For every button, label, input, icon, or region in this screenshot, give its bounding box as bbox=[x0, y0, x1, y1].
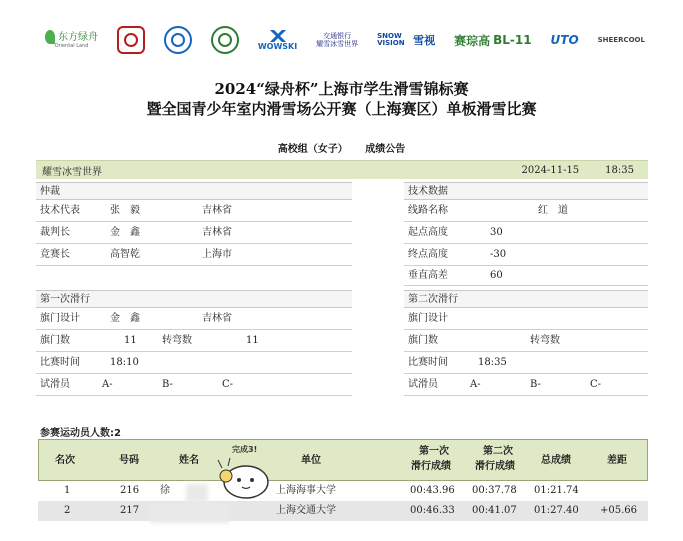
saizonggao-logo bbox=[454, 32, 532, 49]
start-time-value: 18:35 bbox=[478, 357, 507, 368]
tech-row bbox=[404, 244, 648, 266]
jury-role: 技术代表 bbox=[40, 205, 80, 216]
mountain-icon bbox=[261, 30, 295, 42]
forerunner-label: 试滑员 bbox=[408, 379, 438, 390]
snowvision-text: SNOW VISION bbox=[377, 32, 405, 47]
gates-value: 11 bbox=[124, 335, 137, 346]
venue-date: 2024-11-15 bbox=[521, 164, 580, 176]
run1-gate-setter-row bbox=[36, 308, 352, 330]
forerunner-c: C- bbox=[590, 379, 602, 390]
forerunner-b: B- bbox=[162, 379, 173, 390]
forerunner-label: 试滑员 bbox=[40, 379, 70, 390]
dongfang-lvzhou-logo bbox=[45, 30, 98, 50]
cell-total: 01:27.40 bbox=[534, 505, 579, 516]
saizonggao-model: BL-11 bbox=[493, 33, 532, 47]
run2-forerunner-row bbox=[404, 374, 648, 396]
col-rank: 名次 bbox=[55, 455, 75, 466]
gate-setter-name: 金 鑫 bbox=[110, 313, 140, 324]
privacy-blur bbox=[150, 503, 230, 523]
saizonggao-text: 赛琮高 bbox=[454, 33, 491, 48]
turns-label: 转弯数 bbox=[530, 335, 560, 346]
gates-label: 旗门数 bbox=[408, 335, 438, 346]
uto-text: UTO bbox=[550, 33, 579, 47]
tech-row bbox=[404, 266, 648, 286]
turns-value: 11 bbox=[246, 335, 259, 346]
start-time-label: 比赛时间 bbox=[408, 357, 448, 368]
run2-gate-setter-row bbox=[404, 308, 648, 330]
cell-name: 徐 bbox=[160, 485, 170, 496]
tech-label: 终点高度 bbox=[408, 249, 448, 260]
run1-forerunner-row bbox=[36, 374, 352, 396]
jury-role: 竞赛长 bbox=[40, 249, 70, 260]
wowski-logo bbox=[258, 30, 297, 51]
jury-name: 张 毅 bbox=[110, 205, 140, 216]
table-row bbox=[38, 481, 648, 501]
turns-label: 转弯数 bbox=[162, 335, 192, 346]
tech-value: -30 bbox=[490, 249, 507, 260]
tech-value: 60 bbox=[490, 270, 503, 281]
jury-row bbox=[36, 244, 352, 266]
forerunner-b: B- bbox=[530, 379, 541, 390]
jury-row bbox=[36, 222, 352, 244]
forerunner-a: A- bbox=[102, 379, 113, 390]
forerunner-a: A- bbox=[470, 379, 481, 390]
jury-role: 裁判长 bbox=[40, 227, 70, 238]
privacy-blur bbox=[186, 484, 208, 502]
sheercool-logo bbox=[598, 36, 645, 44]
cell-unit: 上海交通大学 bbox=[276, 505, 336, 516]
table-row bbox=[38, 501, 648, 521]
tech-value: 红 道 bbox=[538, 205, 568, 216]
venue-name: 耀雪冰雪世界 bbox=[42, 166, 102, 178]
tech-row bbox=[404, 222, 648, 244]
cell-rank: 2 bbox=[64, 505, 71, 516]
col-run1-line2: 滑行成绩 bbox=[411, 461, 451, 472]
sponsor-logos bbox=[45, 22, 645, 58]
sports-bureau-badge-icon bbox=[211, 26, 239, 54]
cell-bib: 216 bbox=[120, 485, 140, 496]
col-run1-line1: 第一次 bbox=[419, 446, 449, 457]
tech-label: 垂直高差 bbox=[408, 270, 448, 281]
jury-name: 金 鑫 bbox=[110, 227, 140, 238]
jury-name: 高智乾 bbox=[110, 249, 140, 260]
col-diff: 差距 bbox=[607, 455, 627, 466]
jury-heading: 仲裁 bbox=[36, 182, 352, 200]
forerunner-c: C- bbox=[222, 379, 234, 390]
run2-heading: 第二次滑行 bbox=[404, 290, 648, 308]
athletes-count: 参赛运动员人数:2 bbox=[40, 428, 121, 439]
cell-run1: 00:46.33 bbox=[410, 505, 455, 516]
ski-association-badge-icon bbox=[164, 26, 192, 54]
col-total: 总成绩 bbox=[541, 455, 571, 466]
tech-label: 起点高度 bbox=[408, 227, 448, 238]
cell-rank: 1 bbox=[64, 485, 71, 496]
run1-start-row bbox=[36, 352, 352, 374]
cell-run2: 00:41.07 bbox=[472, 505, 517, 516]
jury-row bbox=[36, 200, 352, 222]
dfls-name: 东方绿舟 bbox=[58, 32, 98, 44]
col-unit: 单位 bbox=[301, 455, 321, 466]
jury-region: 吉林省 bbox=[202, 227, 232, 238]
tech-data-section bbox=[404, 182, 648, 286]
tech-row bbox=[404, 200, 648, 222]
gate-setter-label: 旗门设计 bbox=[408, 313, 448, 324]
start-time-value: 18:10 bbox=[110, 357, 139, 368]
event-title-line1: 2024“绿舟杯”上海市学生滑雪锦标赛 bbox=[214, 80, 469, 98]
dfls-subtitle: Oriental Land bbox=[54, 43, 89, 50]
col-bib: 号码 bbox=[119, 455, 139, 466]
cell-run2: 00:37.78 bbox=[472, 485, 517, 496]
uto-logo bbox=[551, 33, 579, 47]
venue-time: 18:35 bbox=[605, 164, 634, 176]
sticker-text: 完成3! bbox=[232, 445, 258, 454]
tech-label: 线路名称 bbox=[408, 205, 448, 216]
cell-run1: 00:43.96 bbox=[410, 485, 455, 496]
cartoon-sticker bbox=[212, 444, 278, 500]
results-subtitle: 高校组（女子） 成绩公告 bbox=[277, 144, 406, 155]
run1-heading: 第一次滑行 bbox=[36, 290, 352, 308]
wowski-text: WOWSKI bbox=[257, 41, 298, 51]
sheercool-text: SHEERCOOL bbox=[597, 36, 645, 44]
gates-label: 旗门数 bbox=[40, 335, 70, 346]
association-badge-icon bbox=[117, 26, 145, 54]
run1-gates-row bbox=[36, 330, 352, 352]
jury-region: 上海市 bbox=[202, 249, 232, 260]
cell-total: 01:21.74 bbox=[534, 485, 579, 496]
jury-region: 吉林省 bbox=[202, 205, 232, 216]
run2-section bbox=[404, 290, 648, 396]
bocom-line1: 交通银行 bbox=[323, 31, 352, 40]
results-header bbox=[38, 439, 648, 481]
tech-value: 30 bbox=[490, 227, 503, 238]
bocom-logo bbox=[316, 32, 358, 49]
cell-bib: 217 bbox=[120, 505, 140, 516]
gate-setter-label: 旗门设计 bbox=[40, 313, 80, 324]
cell-unit: 上海海事大学 bbox=[276, 485, 336, 496]
snowvision-logo bbox=[377, 33, 435, 47]
run2-gates-row bbox=[404, 330, 648, 352]
leaf-icon bbox=[45, 30, 55, 44]
cell-diff: +05.66 bbox=[600, 505, 638, 516]
start-time-label: 比赛时间 bbox=[40, 357, 80, 368]
gate-setter-region: 吉林省 bbox=[202, 313, 232, 324]
bocom-line2: 耀雪冰雪世界 bbox=[316, 40, 359, 48]
event-title-line2: 暨全国青少年室内滑雪场公开赛（上海赛区）单板滑雪比赛 bbox=[146, 100, 537, 118]
col-run2-line2: 滑行成绩 bbox=[475, 461, 515, 472]
tech-heading: 技术数据 bbox=[404, 182, 648, 200]
snowvision-cn: 雪视 bbox=[413, 33, 436, 47]
run2-start-row bbox=[404, 352, 648, 374]
results-table bbox=[38, 439, 648, 521]
venue-bar bbox=[36, 160, 648, 179]
col-name: 姓名 bbox=[179, 455, 199, 466]
col-run2-line1: 第二次 bbox=[483, 446, 513, 457]
jury-section bbox=[36, 182, 352, 266]
run1-section bbox=[36, 290, 352, 396]
